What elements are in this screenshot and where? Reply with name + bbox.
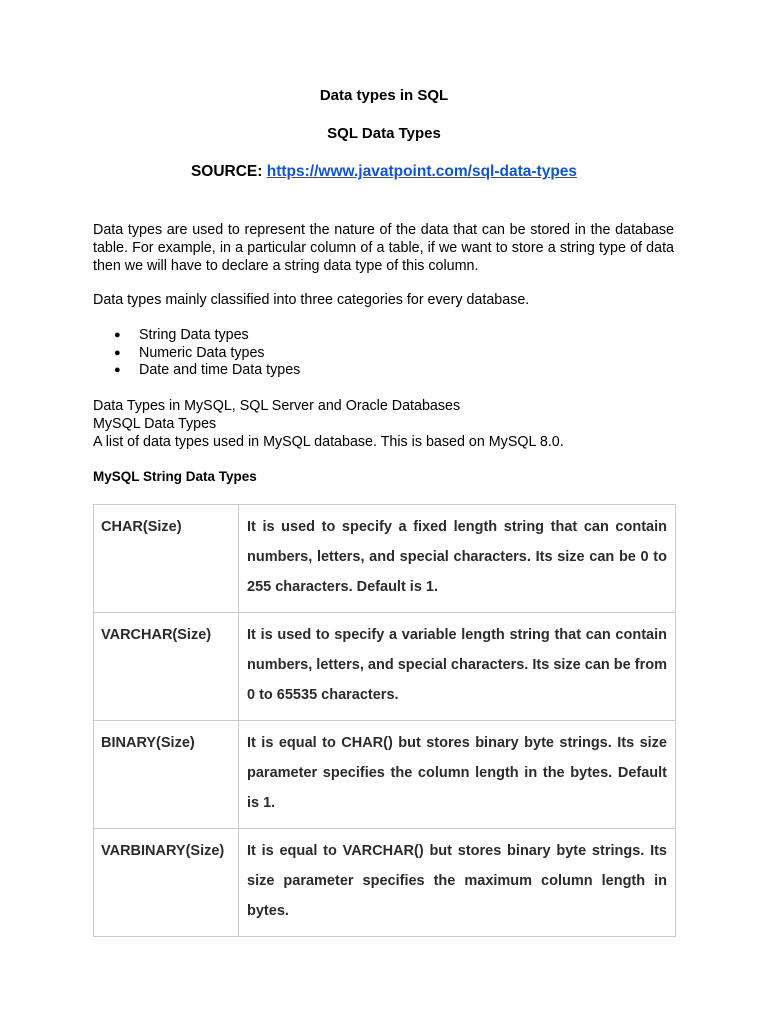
string-types-table [93,504,676,937]
source-label: SOURCE: [190,163,263,180]
document-subtitle: SQL Data Types [327,125,441,142]
section-heading: MySQL String Data Types [93,469,257,484]
categories-list [93,327,653,380]
categories-paragraph: Data types mainly classified into three categories for every database. [93,292,530,308]
table-row [94,721,676,829]
text-line: MySQL Data Types [93,416,217,432]
type-name-cell: VARCHAR(Size) [94,613,239,721]
type-description-cell: It is equal to CHAR() but stores binary byte strings. Its size parameter specifies the column length in the bytes. Default is 1. [239,721,676,829]
bullet-icon: ● [114,364,121,377]
mysql-intro-block [93,397,674,451]
source-line [0,163,768,181]
bullet-icon: ● [114,346,121,359]
table-row [94,613,676,721]
bullet-icon: ● [114,329,121,341]
table-row [94,505,676,613]
text-line: Data Types in MySQL, SQL Server and Oracle Databases [93,398,461,414]
list-item-label: Numeric Data types [139,344,265,361]
table-row [94,829,676,937]
document-title: Data types in SQL [319,87,449,104]
text-line: A list of data types used in MySQL database. This is based on MySQL 8.0. [93,434,564,450]
list-item-label: Date and time Data types [139,362,301,379]
list-item [93,362,653,380]
type-description-cell: It is used to specify a fixed length string that can contain numbers, letters, and special characters. Its size can be 0 to 255 characters. Default is 1. [239,505,676,613]
list-item [93,345,653,363]
type-description-cell: It is equal to VARCHAR() but stores binary byte strings. Its size parameter specifies the maximum column length in bytes. [239,829,676,937]
type-description-cell: It is used to specify a variable length string that can contain numbers, letters, and special characters. Its size can be from 0 to 65535 characters. [239,613,676,721]
source-link[interactable]: https://www.javatpoint.com/sql-data-types [266,163,578,180]
list-item [93,327,653,345]
type-name-cell: VARBINARY(Size) [94,829,239,937]
list-item-label: String Data types [139,327,249,343]
intro-paragraph: Data types are used to represent the nature of the data that can be stored in the database table. For example, in a particular column of a table, if we want to store a string type of data then we will have to declare a string data type of this column. [93,222,674,274]
type-name-cell: BINARY(Size) [94,721,239,829]
type-name-cell: CHAR(Size) [94,505,239,613]
